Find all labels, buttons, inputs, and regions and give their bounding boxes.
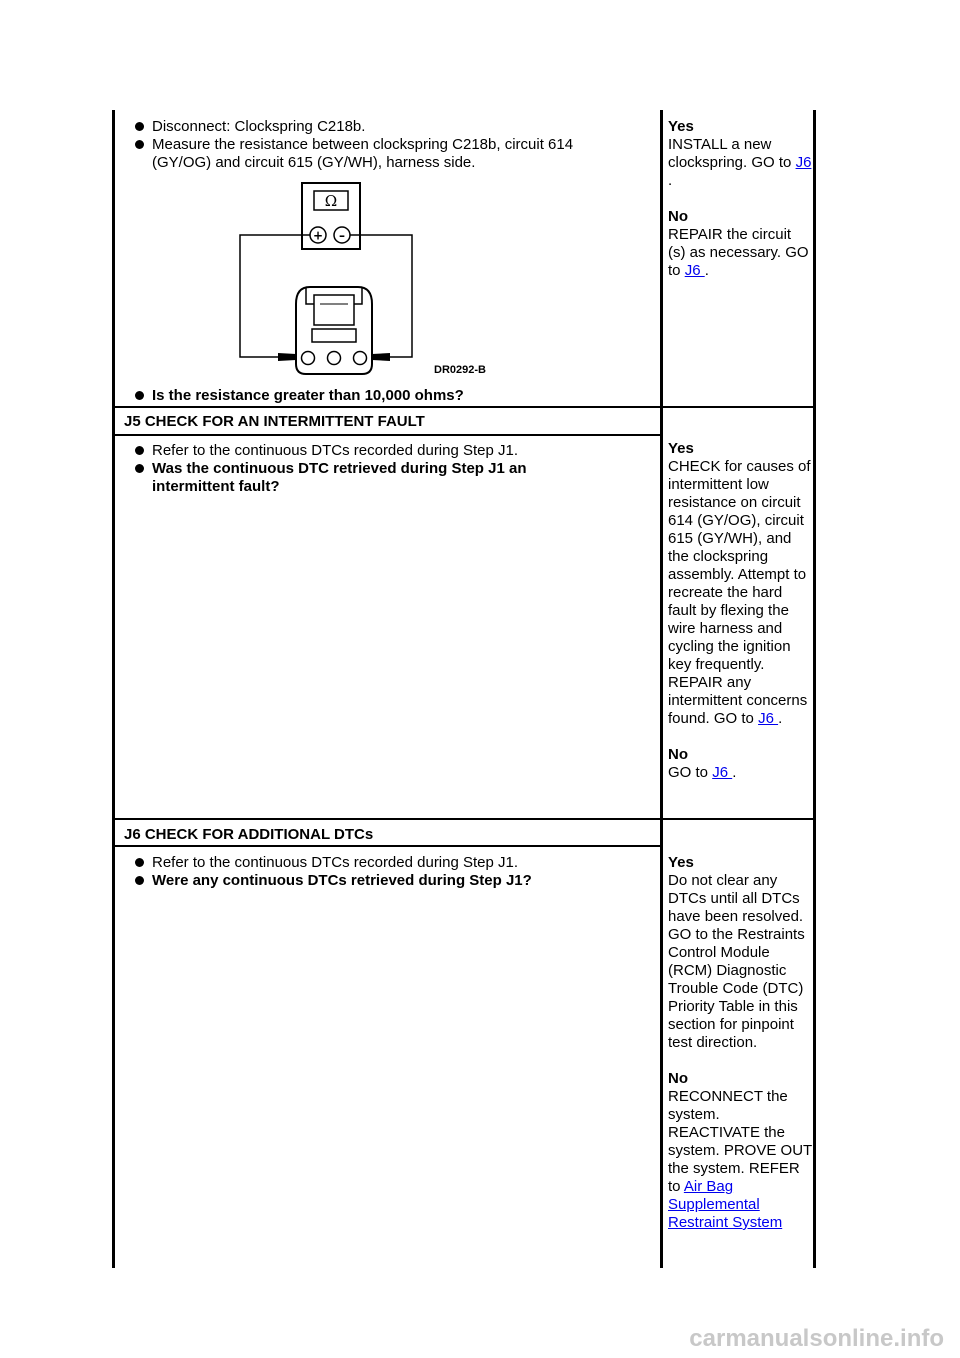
j5-no-link-j6[interactable]: J6 bbox=[712, 764, 733, 781]
j5-no-label: No bbox=[668, 746, 688, 763]
table-border-left bbox=[112, 110, 115, 1268]
j6-result-cell bbox=[668, 854, 812, 1232]
j5-header: J5 CHECK FOR AN INTERMITTENT FAULT bbox=[124, 413, 425, 430]
j5-yes-action: CHECK for causes of intermittent low resistance on circuit 614 (GY/OG), circuit 615 (GY/WH), and the clockspring assembly. Attempt to recreate the hard fault by flexing the wire harness and cycling the ignition key frequently. REPAIR any intermittent concerns found. GO to J6 . bbox=[668, 458, 811, 727]
j6-step-refer: Refer to the continuous DTCs recorded during Step J1. bbox=[134, 854, 634, 872]
connector-slot bbox=[312, 329, 356, 342]
j6-no-text: RECONNECT the system. REACTIVATE the system. PROVE OUT the system. REFER to bbox=[668, 1088, 812, 1195]
j4-no-text: REPAIR the circuit (s) as necessary. GO to bbox=[668, 226, 809, 279]
j6-no-label: No bbox=[668, 1070, 688, 1087]
j4-no-link-j6[interactable]: J6 bbox=[684, 262, 705, 279]
row-divider-j6 bbox=[112, 818, 816, 820]
ohmmeter-connector-diagram bbox=[234, 180, 434, 380]
j6-no-action bbox=[668, 1088, 812, 1232]
meter-minus-symbol: – bbox=[339, 228, 345, 243]
j5-question: Was the continuous DTC retrieved during Step J1 an intermittent fault? bbox=[134, 460, 589, 496]
table-divider-middle bbox=[660, 110, 663, 1268]
row-divider-j5 bbox=[112, 406, 816, 408]
watermark: carmanualsonline.info bbox=[689, 1325, 944, 1352]
j5-no-action: GO to J6 . bbox=[668, 764, 737, 781]
j4-step-measure: Measure the resistance between clockspring C218b, circuit 614 (GY/OG) and circuit 615 (GY/WH), harness side. bbox=[134, 136, 634, 172]
j4-question-cell bbox=[134, 387, 654, 405]
j5-yes-label: Yes bbox=[668, 440, 694, 457]
j4-question: Is the resistance greater than 10,000 ohms? bbox=[134, 387, 654, 405]
j4-no-label: No bbox=[668, 208, 688, 225]
j6-header-underline bbox=[112, 845, 662, 847]
j4-no-action: REPAIR the circuit (s) as necessary. GO to J6 . bbox=[668, 226, 809, 279]
j6-header: J6 CHECK FOR ADDITIONAL DTCs bbox=[124, 826, 374, 843]
j5-yes-link-j6[interactable]: J6 bbox=[758, 710, 779, 727]
j5-no-text: GO to bbox=[668, 764, 709, 781]
j4-yes-label: Yes bbox=[668, 118, 694, 135]
j5-step-refer: Refer to the continuous DTCs recorded during Step J1. bbox=[134, 442, 589, 460]
connector-pin-1 bbox=[302, 352, 315, 365]
probe-right bbox=[372, 353, 390, 361]
j6-yes-text: Do not clear any DTCs until all DTCs have been resolved. GO to the Restraints Control Module (RCM) Diagnostic Trouble Code (DTC) Priority Table in this section for pinpoint test direction. bbox=[668, 872, 805, 1051]
j4-step-disconnect: Disconnect: Clockspring C218b. bbox=[134, 118, 634, 136]
ohm-symbol: Ω bbox=[324, 192, 338, 210]
j4-yes-link-j6[interactable]: J6 bbox=[795, 154, 812, 171]
j6-question: Were any continuous DTCs retrieved during Step J1? bbox=[134, 872, 634, 890]
connector-pin-3 bbox=[354, 352, 367, 365]
meter-plus-symbol: + bbox=[312, 228, 324, 243]
j6-yes-label: Yes bbox=[668, 854, 694, 871]
j5-yes-text: CHECK for causes of intermittent low resistance on circuit 614 (GY/OG), circuit 615 (GY/WH), and the clockspring assembly. Attempt to recreate the hard fault by flexing the wire harness and cycling the ignition key frequently. REPAIR any intermittent concerns found. GO to bbox=[668, 458, 811, 727]
j4-yes-action: INSTALL a new clockspring. GO to J6 . bbox=[668, 136, 812, 189]
j4-result-cell bbox=[668, 118, 812, 280]
table-border-right bbox=[813, 110, 816, 1268]
j4-yes-text: INSTALL a new clockspring. GO to bbox=[668, 136, 792, 171]
j5-result-cell bbox=[668, 440, 812, 782]
figure-label: DR0292-B bbox=[434, 364, 486, 376]
j6-no-link-air-bag-srs[interactable]: Air Bag Supplemental Restraint System bbox=[668, 1178, 783, 1231]
connector-pin-2 bbox=[328, 352, 341, 365]
j4-steps-cell bbox=[134, 118, 634, 172]
connector-lock-tab bbox=[314, 295, 354, 325]
j6-steps-cell bbox=[134, 854, 634, 890]
j5-header-underline bbox=[112, 434, 662, 436]
probe-left bbox=[278, 353, 296, 361]
j5-steps-cell bbox=[134, 442, 589, 496]
